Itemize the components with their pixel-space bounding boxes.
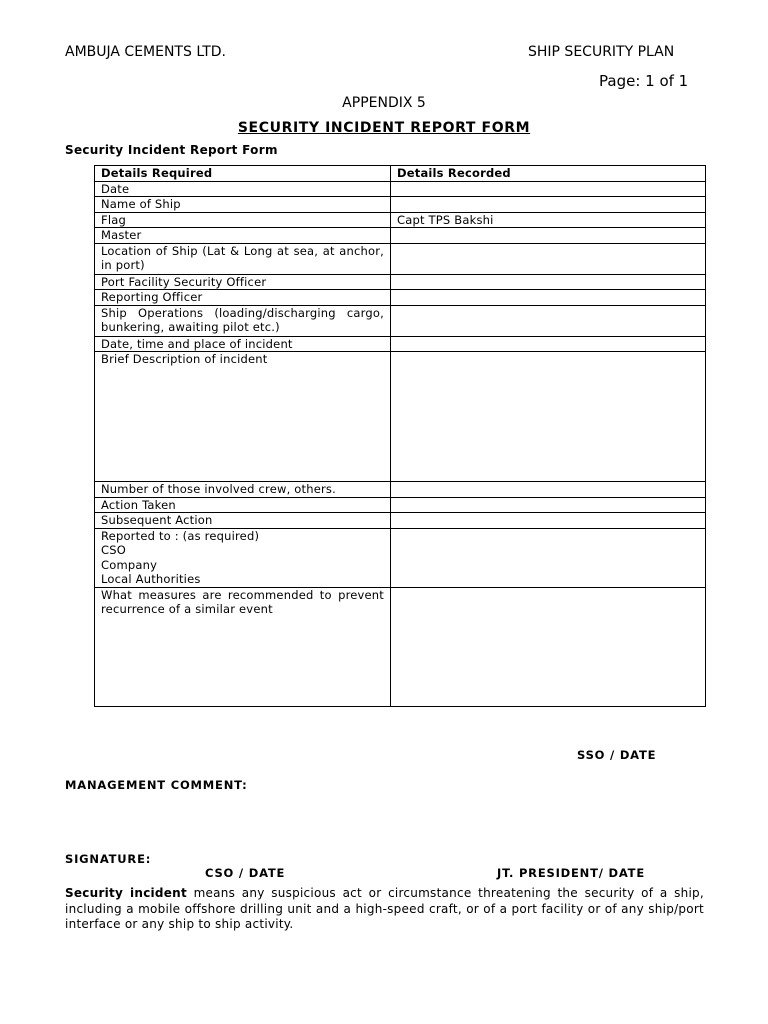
row-label: Brief Description of incident xyxy=(95,352,391,482)
row-value[interactable] xyxy=(391,482,706,498)
table-row xyxy=(95,482,706,498)
table-row xyxy=(95,305,706,336)
table-row xyxy=(95,336,706,352)
table-row xyxy=(95,497,706,513)
row-label: Ship Operations (loading/discharging cargo, bunkering, awaiting pilot etc.) xyxy=(95,305,391,336)
table-row xyxy=(95,587,706,706)
security-incident-definition xyxy=(65,886,704,933)
reported-to-line: Local Authorities xyxy=(101,572,201,586)
column-header-required: Details Required xyxy=(95,166,391,182)
row-value[interactable] xyxy=(391,243,706,274)
sso-date-label: SSO / DATE xyxy=(577,748,657,762)
table-row xyxy=(95,290,706,306)
appendix-heading: APPENDIX 5 xyxy=(342,95,426,111)
plan-title: SHIP SECURITY PLAN xyxy=(528,44,675,60)
table-row xyxy=(95,181,706,197)
row-label: Name of Ship xyxy=(95,197,391,213)
row-value[interactable] xyxy=(391,181,706,197)
table-row xyxy=(95,352,706,482)
table-header-row xyxy=(95,166,706,182)
row-label: What measures are recommended to prevent recurrence of a similar event xyxy=(95,587,391,706)
table-row xyxy=(95,212,706,228)
row-value[interactable] xyxy=(391,228,706,244)
form-title: SECURITY INCIDENT REPORT FORM xyxy=(237,120,531,136)
management-comment-label: MANAGEMENT COMMENT: xyxy=(65,778,248,792)
row-value[interactable] xyxy=(391,336,706,352)
cso-date-label: CSO / DATE xyxy=(205,866,286,880)
row-value[interactable] xyxy=(391,290,706,306)
row-value[interactable] xyxy=(391,274,706,290)
row-label: Date xyxy=(95,181,391,197)
reported-to-line: Reported to : (as required) xyxy=(101,528,260,543)
table-row xyxy=(95,274,706,290)
table-row xyxy=(95,228,706,244)
row-label: Action Taken xyxy=(95,497,391,513)
row-label: Flag xyxy=(95,212,391,228)
row-label: Number of those involved crew, others. xyxy=(95,482,391,498)
row-label: Location of Ship (Lat & Long at sea, at anchor, in port) xyxy=(95,243,391,274)
row-value[interactable] xyxy=(391,197,706,213)
column-header-recorded: Details Recorded xyxy=(391,166,706,182)
definition-term: Security incident xyxy=(65,886,187,900)
row-label: Reporting Officer xyxy=(95,290,391,306)
reported-to-line: Company xyxy=(101,557,158,572)
company-name: AMBUJA CEMENTS LTD. xyxy=(65,44,226,60)
row-label: Date, time and place of incident xyxy=(95,336,391,352)
row-label: Port Facility Security Officer xyxy=(95,274,391,290)
row-value[interactable] xyxy=(391,497,706,513)
signature-label: SIGNATURE: xyxy=(65,852,152,866)
table-row xyxy=(95,243,706,274)
row-label: Subsequent Action xyxy=(95,513,391,529)
row-value[interactable] xyxy=(391,528,706,587)
row-value[interactable] xyxy=(391,352,706,482)
definition-text: means any suspicious act or circumstance threatening the security of a ship, including a mobile offshore drilling unit and a high-speed craft, or of a port facility or of any ship/port interface or any ship to ship activity. xyxy=(65,886,704,931)
row-value[interactable]: Capt TPS Bakshi xyxy=(391,212,706,228)
row-value[interactable] xyxy=(391,587,706,706)
row-value[interactable] xyxy=(391,513,706,529)
row-label xyxy=(95,528,391,587)
row-value[interactable] xyxy=(391,305,706,336)
page-number: Page: 1 of 1 xyxy=(599,72,689,90)
table-row xyxy=(95,513,706,529)
table-row xyxy=(95,528,706,587)
jt-president-date-label: JT. PRESIDENT/ DATE xyxy=(497,866,645,880)
row-label: Master xyxy=(95,228,391,244)
form-subtitle: Security Incident Report Form xyxy=(65,143,278,157)
incident-report-table xyxy=(94,165,706,707)
table-row xyxy=(95,197,706,213)
reported-to-line: CSO xyxy=(101,543,126,557)
